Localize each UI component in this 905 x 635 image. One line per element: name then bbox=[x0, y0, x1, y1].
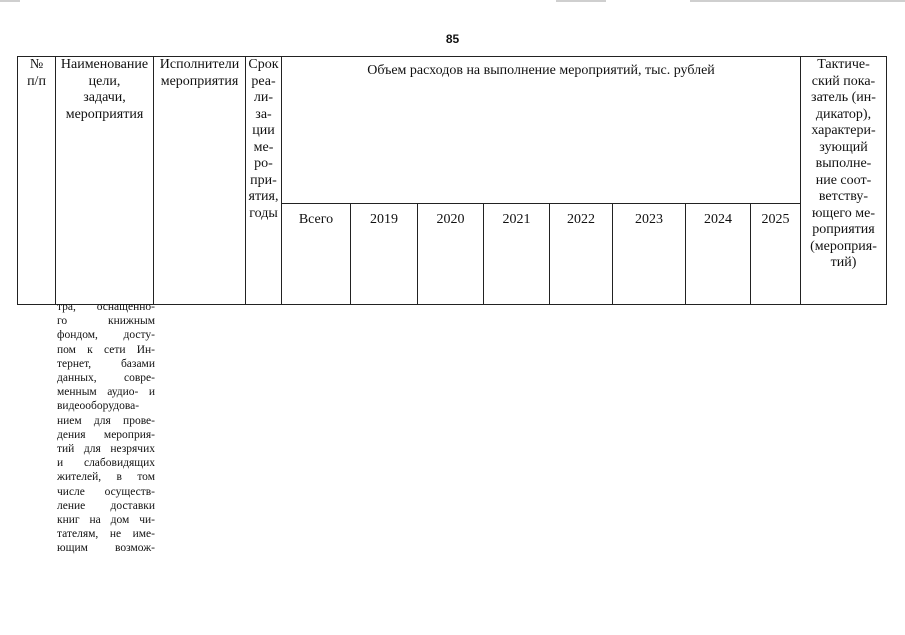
continuation-line: видеооборудова- bbox=[57, 400, 140, 413]
continuation-line: тернет, базами bbox=[57, 357, 155, 370]
header-term: Срок реа- ли- за- ции ме- ро- при- ятия, годы bbox=[246, 57, 282, 305]
scan-edge-left bbox=[0, 0, 20, 2]
continuation-line: пом к сети Ин- bbox=[57, 343, 155, 356]
header-year-2025: 2025 bbox=[751, 204, 801, 305]
header-year-2021: 2021 bbox=[484, 204, 550, 305]
header-year-2019: 2019 bbox=[351, 204, 418, 305]
header-year-2023: 2023 bbox=[613, 204, 686, 305]
scan-edge-right bbox=[690, 0, 905, 2]
continuation-line: дения мероприя- bbox=[57, 428, 155, 441]
continuation-line: данных, совре- bbox=[57, 372, 155, 385]
continuation-line: тий для незрячих bbox=[57, 443, 155, 456]
continuation-line: тра, оснащенно- bbox=[57, 301, 155, 313]
header-total: Всего bbox=[282, 204, 351, 305]
page-number: 85 bbox=[445, 32, 460, 46]
continuation-line: фондом, досту- bbox=[57, 329, 155, 342]
header-number: № п/п bbox=[18, 57, 56, 305]
scan-edge-mid bbox=[556, 0, 606, 2]
continuation-line: числе осуществ- bbox=[57, 485, 155, 498]
continuation-line: книг на дом чи- bbox=[57, 514, 155, 527]
expenses-table bbox=[17, 56, 887, 305]
continuation-line: и слабовидящих bbox=[57, 457, 155, 470]
continuation-text bbox=[57, 300, 155, 556]
continuation-line: ющим возмож- bbox=[57, 542, 155, 555]
header-executors: Исполнители мероприятия bbox=[154, 57, 246, 305]
header-year-2024: 2024 bbox=[686, 204, 751, 305]
header-expenses: Объем расходов на выполнение мероприятий, тыс. рублей bbox=[282, 57, 801, 204]
continuation-line: нием для прове- bbox=[57, 414, 155, 427]
header-year-2022: 2022 bbox=[550, 204, 613, 305]
continuation-line: менным аудио- и bbox=[57, 386, 155, 399]
continuation-line: ление доставки bbox=[57, 499, 155, 512]
header-indicator: Тактиче- ский пока- затель (ин- дикатор), характери- зующий выполне- ние соот- ветству- ющего ме- роприятия (мероприя- тий) bbox=[801, 57, 887, 305]
header-year-2020: 2020 bbox=[418, 204, 484, 305]
continuation-line: го книжным bbox=[57, 315, 155, 328]
continuation-line: жителей, в том bbox=[57, 471, 155, 484]
continuation-line: тателям, не име- bbox=[57, 528, 155, 541]
header-name: Наименование цели, задачи, мероприятия bbox=[56, 57, 154, 305]
